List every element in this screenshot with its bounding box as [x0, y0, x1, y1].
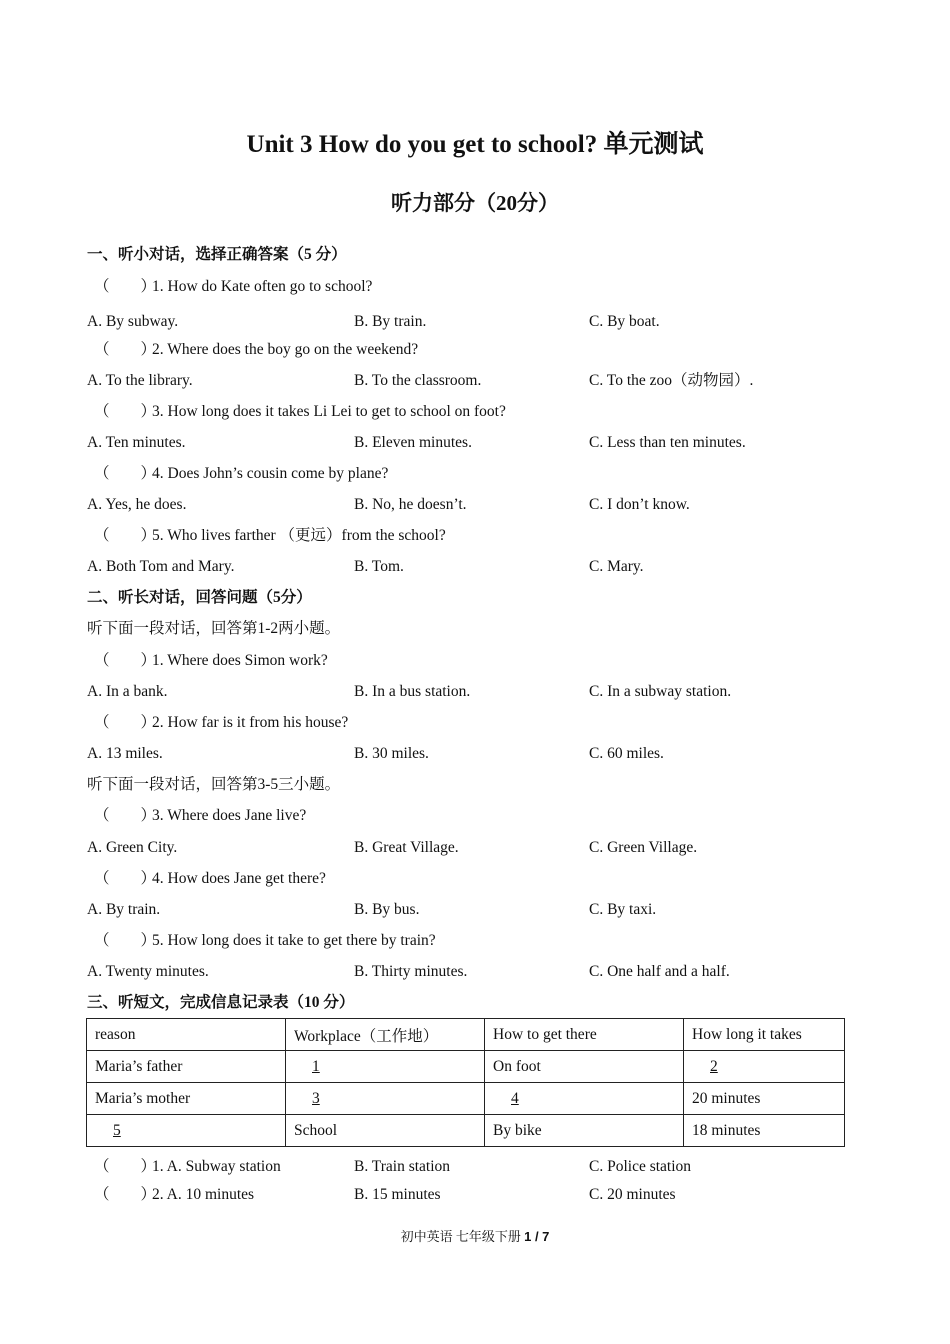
table-row [87, 1051, 845, 1083]
table-header-cell: Workplace（工作地） [286, 1019, 485, 1051]
option-c: C. Police station [589, 1158, 692, 1175]
option-a: A. Both Tom and Mary. [87, 558, 235, 575]
option-b: B. 30 miles. [354, 745, 429, 762]
answer-blank: 1 [312, 1057, 320, 1075]
section3-heading: 三、听短文，完成信息记录表（10 分） [87, 994, 355, 1011]
question: （ ）3. How long does it takes Li Lei to get to school on foot? [94, 403, 506, 420]
answer-blank: 5 [113, 1121, 121, 1139]
option-b: B. Great Village. [354, 839, 459, 856]
option-a: A. By subway. [87, 313, 179, 330]
table-row [87, 1083, 845, 1115]
section2-intro: 听下面一段对话，回答第3-5三小题。 [87, 776, 341, 793]
question: （ ）2. A. 10 minutes [94, 1186, 255, 1203]
page-footer: 初中英语 七年级下册 1 / 7 [400, 1229, 550, 1244]
option-a: A. Yes, he does. [87, 496, 187, 513]
option-c: C. 20 minutes [589, 1186, 676, 1203]
option-a: A. 13 miles. [87, 745, 163, 762]
page-subtitle: 听力部分（20分） [391, 191, 559, 215]
answer-blank: 4 [511, 1089, 519, 1107]
option-a: A. Twenty minutes. [87, 963, 209, 980]
answer-blank: 2 [710, 1057, 718, 1075]
table-cell [286, 1051, 485, 1083]
table-cell: School [286, 1115, 485, 1147]
option-c: C. To the zoo（动物园）. [589, 372, 754, 389]
page-title: Unit 3 How do you get to school? 单元测试 [246, 131, 704, 158]
table-header-cell: How to get there [485, 1019, 684, 1051]
table-cell: 18 minutes [684, 1115, 845, 1147]
question: （ ）2. Where does the boy go on the weekend? [94, 341, 419, 358]
table-cell [286, 1083, 485, 1115]
question: （ ）1. How do Kate often go to school? [94, 278, 373, 295]
option-b: B. No, he doesn’t. [354, 496, 467, 513]
option-b: B. By train. [354, 313, 427, 330]
table-cell: On foot [485, 1051, 684, 1083]
option-a: A. To the library. [87, 372, 193, 389]
table-cell: Maria’s mother [87, 1083, 286, 1115]
option-c: C. Mary. [589, 558, 644, 575]
option-c: C. Less than ten minutes. [589, 434, 746, 451]
table-header-cell: How long it takes [684, 1019, 845, 1051]
option-b: B. Eleven minutes. [354, 434, 472, 451]
option-a: A. Ten minutes. [87, 434, 186, 451]
question: （ ）4. Does John’s cousin come by plane? [94, 465, 389, 482]
table-cell: 20 minutes [684, 1083, 845, 1115]
question: （ ）1. Where does Simon work? [94, 652, 328, 669]
option-c: C. Green Village. [589, 839, 698, 856]
option-c: C. In a subway station. [589, 683, 732, 700]
info-table [86, 1018, 845, 1147]
option-b: B. Train station [354, 1158, 451, 1175]
question: （ ）3. Where does Jane live? [94, 807, 307, 824]
option-a: A. Green City. [87, 839, 178, 856]
option-b: B. To the classroom. [354, 372, 482, 389]
option-a: A. In a bank. [87, 683, 168, 700]
table-row [87, 1115, 845, 1147]
option-a: A. By train. [87, 901, 161, 918]
table-cell [87, 1115, 286, 1147]
table-cell [684, 1051, 845, 1083]
option-c: C. By boat. [589, 313, 660, 330]
option-c: C. By taxi. [589, 901, 657, 918]
option-b: B. By bus. [354, 901, 420, 918]
question: （ ）2. How far is it from his house? [94, 714, 349, 731]
option-b: B. Tom. [354, 558, 404, 575]
question: （ ）1. A. Subway station [94, 1158, 281, 1175]
question: （ ）4. How does Jane get there? [94, 870, 326, 887]
option-b: B. In a bus station. [354, 683, 471, 700]
section2-heading: 二、听长对话，回答问题（5分） [87, 589, 312, 606]
table-cell: By bike [485, 1115, 684, 1147]
table-cell: Maria’s father [87, 1051, 286, 1083]
option-c: C. 60 miles. [589, 745, 664, 762]
question: （ ）5. Who lives farther （更远）from the school? [94, 527, 446, 544]
question: （ ）5. How long does it take to get there by train? [94, 932, 436, 949]
table-header-row [87, 1019, 845, 1051]
option-b: B. 15 minutes [354, 1186, 441, 1203]
table-header-cell: reason [87, 1019, 286, 1051]
option-b: B. Thirty minutes. [354, 963, 468, 980]
table-cell [485, 1083, 684, 1115]
section2-intro: 听下面一段对话，回答第1-2两小题。 [87, 620, 341, 637]
answer-blank: 3 [312, 1089, 320, 1107]
page-number: 1 / 7 [524, 1229, 550, 1244]
option-c: C. One half and a half. [589, 963, 730, 980]
section1-heading: 一、听小对话，选择正确答案（5 分） [87, 246, 347, 263]
option-c: C. I don’t know. [589, 496, 690, 513]
